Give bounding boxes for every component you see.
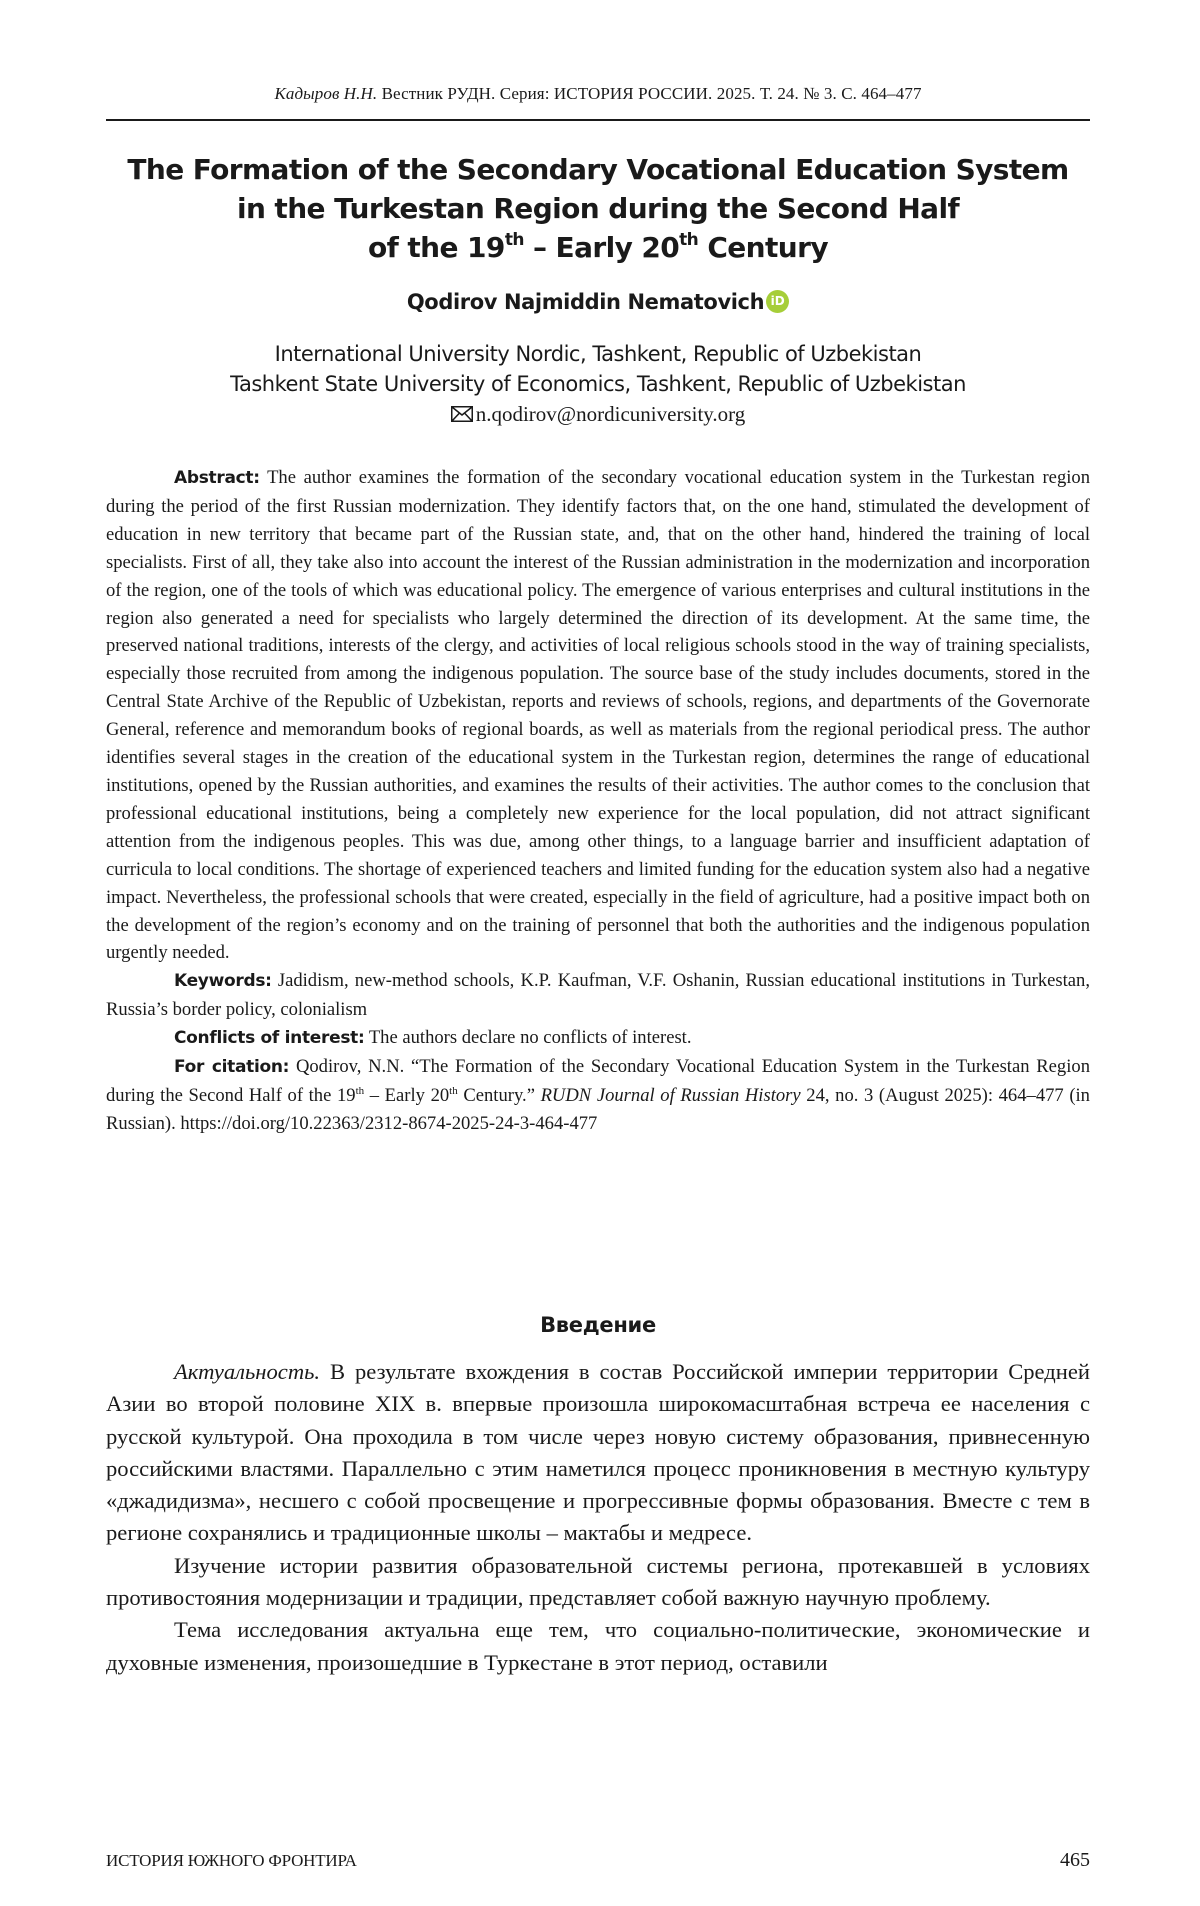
abstract-label: Abstract:: [174, 468, 260, 488]
title-line-2: in the Turkestan Region during the Second Half: [236, 192, 960, 225]
citation-paragraph: [106, 1053, 1090, 1138]
title-line-3: [106, 228, 1090, 267]
author-name: Qodirov Najmiddin Nematovich: [406, 290, 765, 314]
running-header-authors: Кадыров Н.Н.: [274, 84, 378, 103]
conflicts-label: Conflicts of interest:: [174, 1028, 365, 1049]
running-header: [106, 84, 1090, 104]
keywords-label: Keywords:: [174, 971, 272, 992]
author-line: [106, 290, 1090, 314]
body-paragraph-1-text: В результате вхождения в состав Российской империи территории Средней Азии во второй половине XIX в. впервые произошла широкомасштабная встреча ее населения с русской культурой. Она проходила в том числе через новую систему образования, привнесенную российскими властями. Параллельно с этим наметился процесс проникновения в местную культуру «джадидизма», несшего с собой просвещение и прогрессивные формы образования. Вместе с тем в регионе сохранялись и традиционные школы – мактабы и медресе.: [106, 1359, 1090, 1546]
title-line-3-part-c: Century: [698, 231, 828, 264]
citation-superscript-2: th: [449, 1084, 458, 1097]
running-header-journal: Вестник РУДН. Серия: ИСТОРИЯ РОССИИ. 2025. Т. 24. № 3. С. 464–477: [381, 84, 922, 103]
body-text: [106, 1356, 1090, 1679]
citation-superscript-1: th: [355, 1084, 365, 1097]
abstract-block: [106, 464, 1090, 1138]
article-title: [106, 150, 1090, 267]
citation-part-3: Century.”: [457, 1084, 541, 1106]
affiliation-1: International University Nordic, Tashkent, Republic of Uzbekistan: [274, 342, 922, 366]
citation-part-4[interactable]: 24, no. 3 (August 2025): 464–477 (in Russian). https://doi.org/10.22363/2312-8674-2025-24-3-464-477: [106, 1084, 1090, 1134]
conflicts-text: The authors declare no conflicts of interest.: [368, 1027, 692, 1049]
email-line: [106, 402, 1090, 427]
section-heading: Введение: [540, 1313, 656, 1337]
citation-part-2: – Early 20: [364, 1084, 450, 1106]
body-paragraph-3: Тема исследования актуальна еще тем, что социально-политические, экономические и духовные изменения, произошедшие в Туркестане в этот период, оставили: [106, 1617, 1090, 1675]
email-link[interactable]: n.qodirov@nordicuniversity.org: [475, 402, 746, 426]
abstract-paragraph: [106, 464, 1090, 967]
body-paragraph-1-lead: Актуальность.: [174, 1359, 321, 1384]
title-superscript-2: th: [679, 230, 699, 250]
keywords-paragraph: [106, 967, 1090, 1024]
citation-journal: RUDN Journal of Russian History: [540, 1084, 801, 1106]
envelope-icon: [451, 406, 473, 422]
header-rule: [106, 119, 1090, 121]
citation-label: For citation:: [174, 1057, 290, 1078]
title-superscript-1: th: [504, 230, 524, 250]
citation-part-1: Qodirov, N.N. “The Formation of the Secondary Vocational Education System in the Turkestan Region during the Second Half of the 19: [106, 1056, 1090, 1106]
footer-journal-section: ИСТОРИЯ ЮЖНОГО ФРОНТИРА: [106, 1851, 357, 1870]
body-paragraph-2: Изучение истории развития образовательной системы региона, протекавшей в условиях противостояния модернизации и традиции, представляет собой важную научную проблему.: [106, 1552, 1090, 1611]
abstract-text: The author examines the formation of the secondary vocational education system in the Turkestan region during the period of the first Russian modernization. They identify factors that, on the one hand, stimulated the development of education in new territory that became part of the Russian state, and, that on the other hand, hindered the training of local specialists. First of all, they take also into account the interest of the Russian administration in the modernization and incorporation of the region, one of the tools of which was educational policy. The emergence of various enterprises and cultural institutions in the region also generated a need for specialists who largely determined the direction of its development. At the same time, the preserved national traditions, interests of the clergy, and activities of local religious schools stood in the way of training specialists, especially those recruited from among the indigenous population. The source base of the study includes documents, stored in the Central State Archive of the Republic of Uzbekistan, reports and reviews of schools, regions, and departments of the Governorate General, reference and memorandum books of regional boards, as well as materials from the regional periodical press. The author identifies several stages in the creation of the educational system in the Turkestan region, determines the range of educational institutions, opened by the Russian authorities, and examines the results of their activities. The author comes to the conclusion that professional educational institutions, being a completely new experience for the local population, did not attract significant attention from the indigenous peoples. This was due, among other things, to a language barrier and insufficient adaptation of curricula to local conditions. The shortage of experienced teachers and limited funding for the education system also had a negative impact. Nevertheless, the professional schools that were created, especially in the field of agriculture, had a positive impact both on the development of the region’s economy and on the training of personnel that both the authorities and the indigenous population urgently needed.: [106, 467, 1090, 964]
title-line-3-part-a: of the 19: [368, 231, 505, 264]
conflicts-paragraph: [106, 1024, 1090, 1053]
keywords-text: Jadidism, new-method schools, K.P. Kaufman, V.F. Oshanin, Russian educational institutions in Turkestan, Russia’s border policy, colonialism: [106, 970, 1090, 1021]
page-number: 465: [1060, 1849, 1090, 1871]
affiliation-2: Tashkent State University of Economics, Tashkent, Republic of Uzbekistan: [230, 372, 966, 396]
body-paragraph-1: [106, 1356, 1090, 1550]
title-line-3-part-b: – Early 20: [523, 231, 680, 264]
title-line-1: The Formation of the Secondary Vocational Education System: [127, 153, 1069, 186]
orcid-icon[interactable]: iD: [766, 290, 789, 313]
